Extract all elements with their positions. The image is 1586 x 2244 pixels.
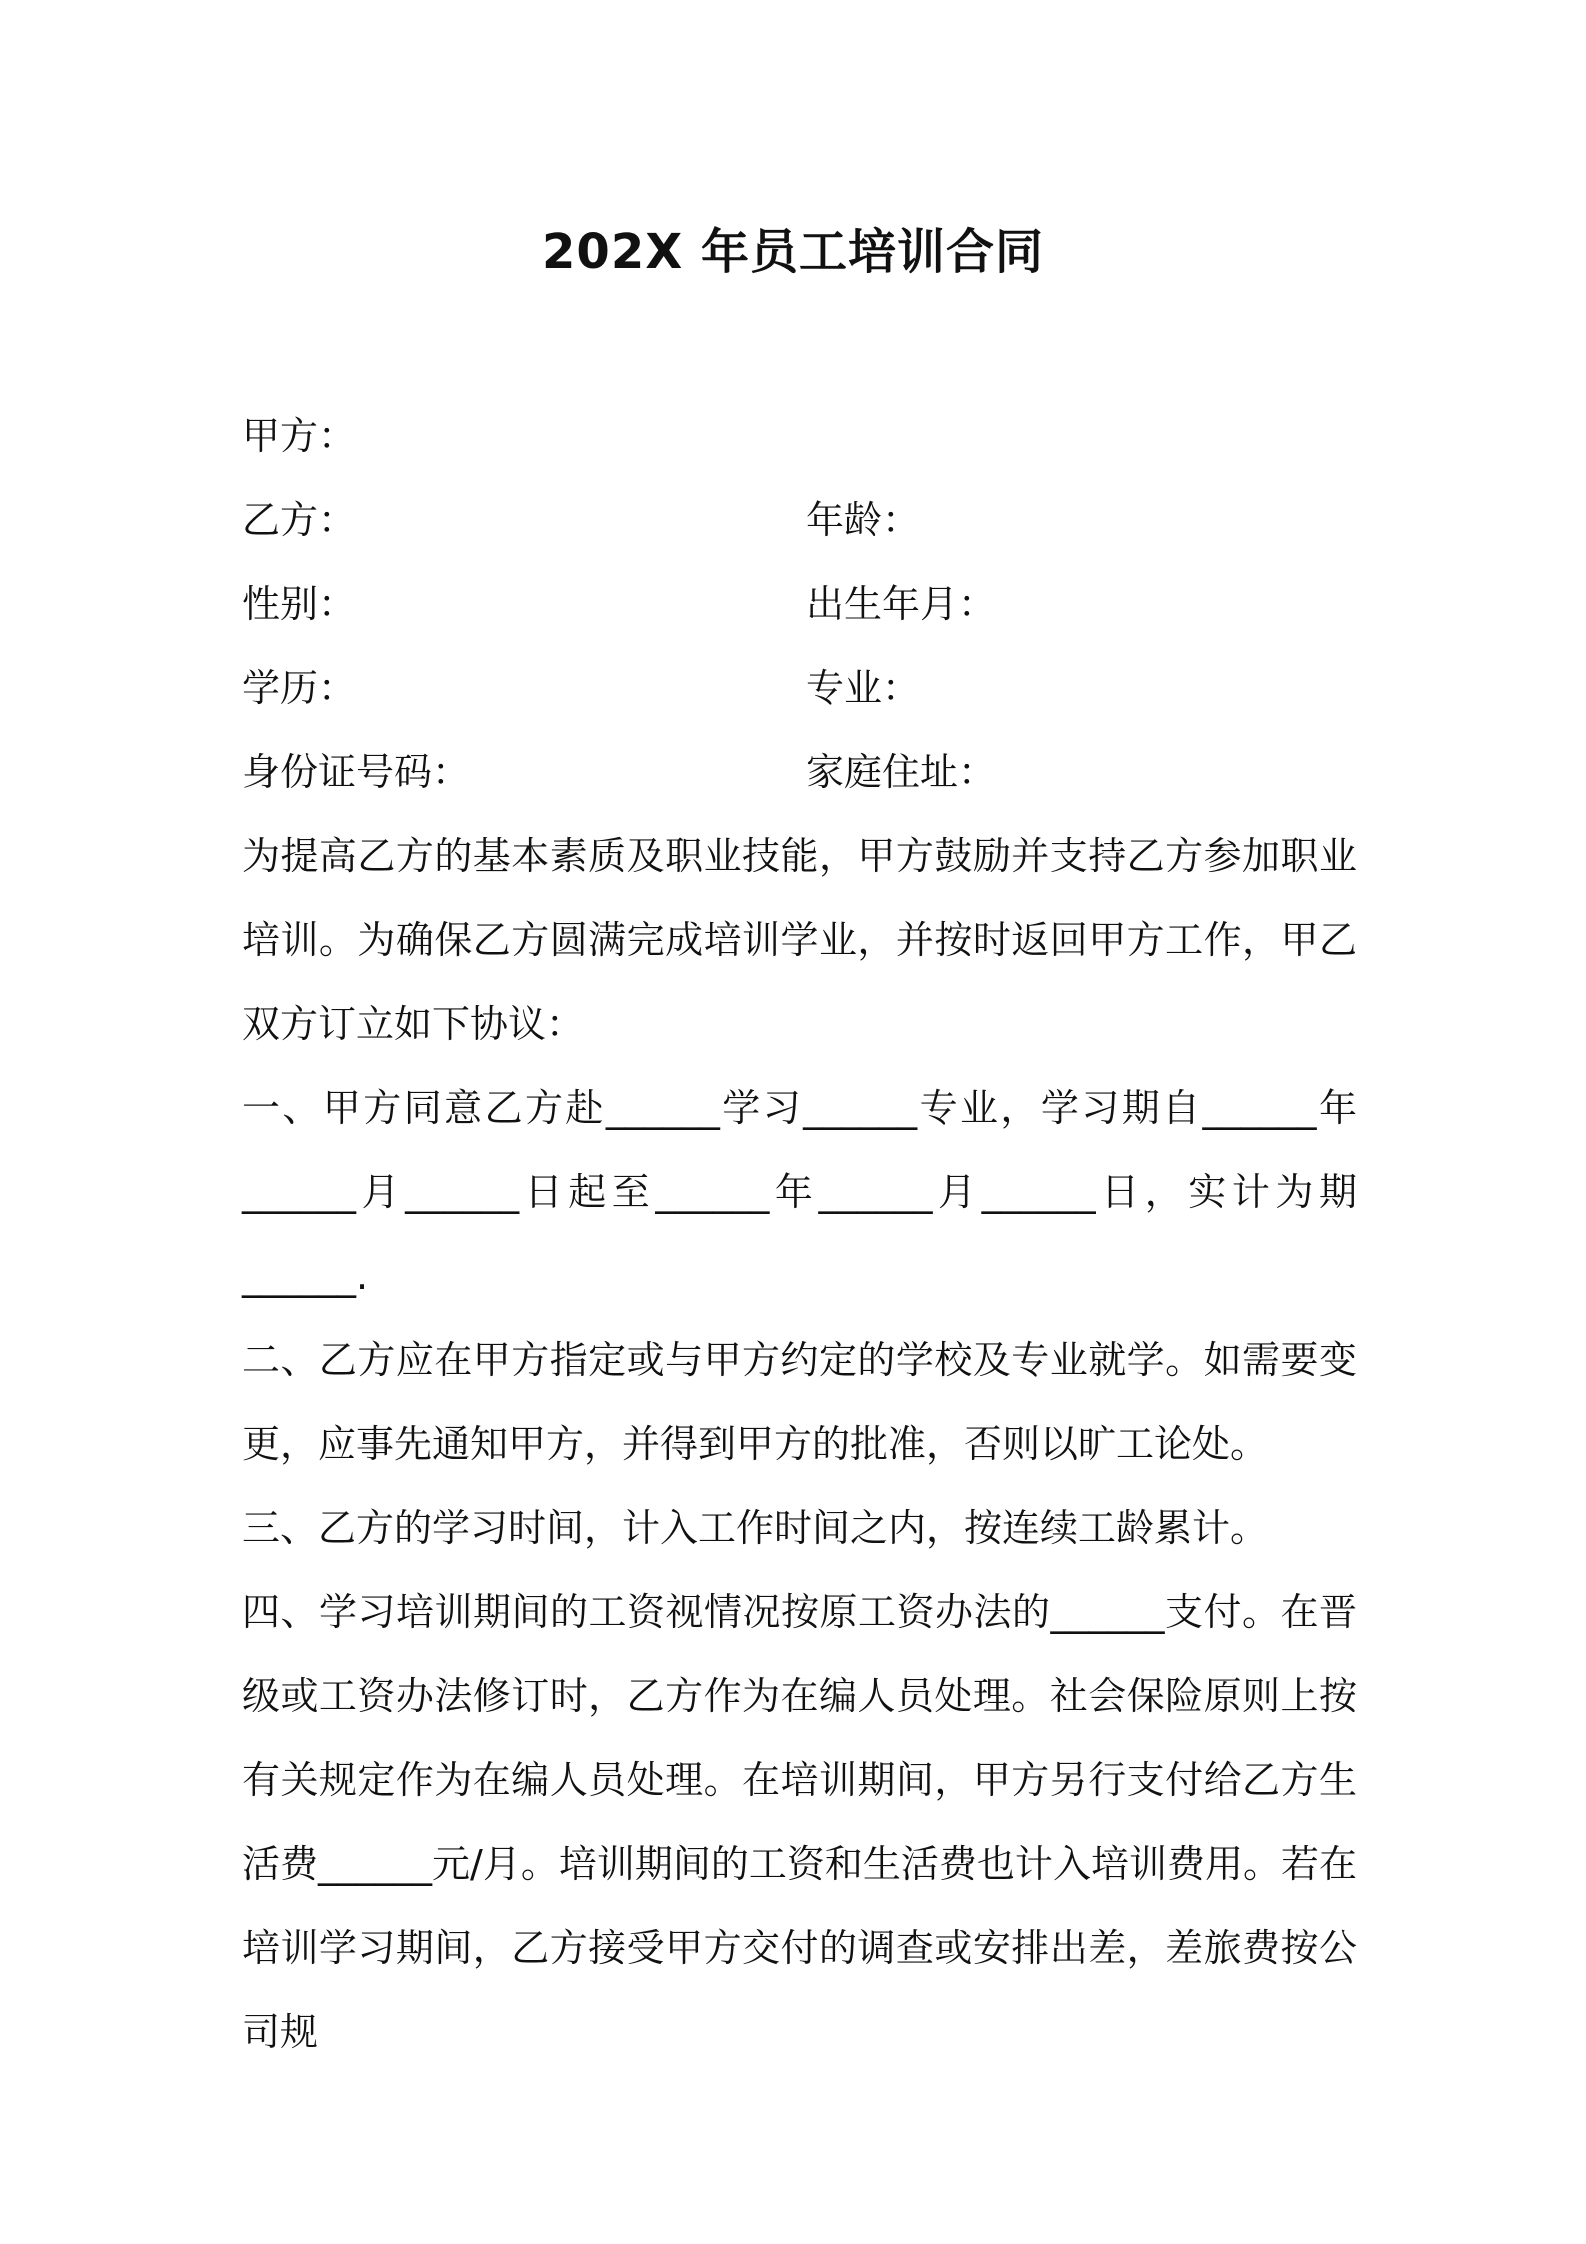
education-label: 学历： <box>242 666 357 710</box>
age-label: 年龄： <box>806 498 921 542</box>
birth-date-label: 出生年月： <box>806 582 997 626</box>
clause-3: 三、乙方的学习时间，计入工作时间之内，按连续工龄累计。 <box>242 1506 1269 1550</box>
clause-2: 二、乙方应在甲方指定或与甲方约定的学校及专业就学。如需要变更，应事先通知甲方，并得到甲方的批准，否则以旷工论处。 <box>242 1338 1357 1466</box>
party-b-label: 乙方： <box>242 498 357 542</box>
major-label: 专业： <box>806 666 921 710</box>
party-a-label: 甲方： <box>242 414 357 458</box>
contract-body <box>242 814 1357 2074</box>
gender-label: 性别： <box>242 582 357 626</box>
id-number-label: 身份证号码： <box>242 750 471 794</box>
clause-4: 四、学习培训期间的工资视情况按原工资办法的______支付。在晋级或工资办法修订时，乙方作为在编人员处理。社会保险原则上按有关规定作为在编人员处理。在培训期间，甲方另行支付给乙方生活费______元/月。培训期间的工资和生活费也计入培训费用。若在培训学习期间，乙方接受甲方交付的调查或安排出差，差旅费按公司规 <box>242 1590 1357 2054</box>
home-address-label: 家庭住址： <box>806 750 997 794</box>
intro-paragraph: 为提高乙方的基本素质及职业技能，甲方鼓励并支持乙方参加职业培训。为确保乙方圆满完成培训学业，并按时返回甲方工作，甲乙双方订立如下协议： <box>242 834 1357 1046</box>
clause-1: 一、甲方同意乙方赴______学习______专业，学习期自______年______月______日起至______年______月______日，实计为期______. <box>242 1086 1357 1298</box>
contract-title: 202X 年员工培训合同 <box>542 224 1044 280</box>
